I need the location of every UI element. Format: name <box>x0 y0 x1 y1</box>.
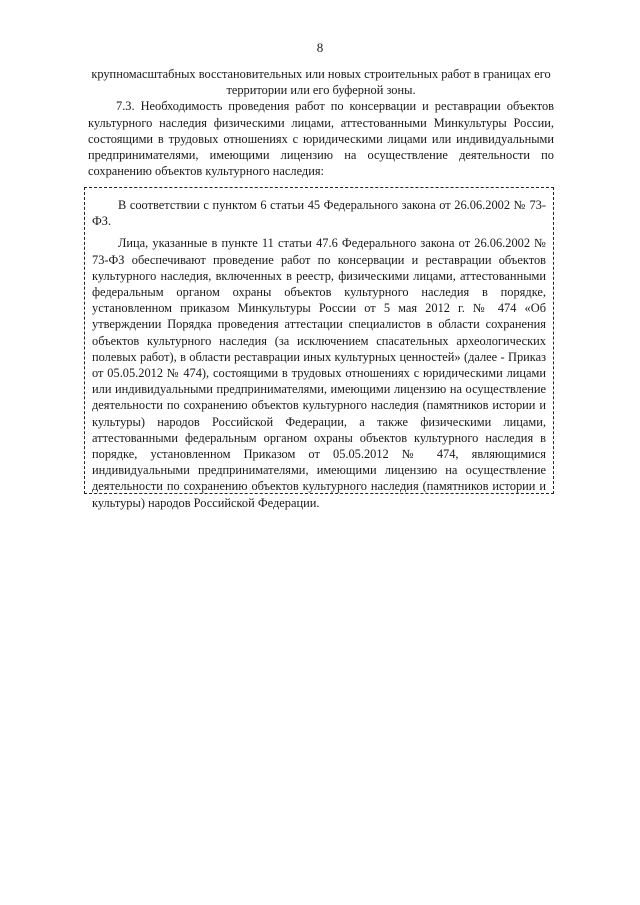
intro-section <box>88 66 554 179</box>
continuation-paragraph: крупномасштабных восстановительных или новых строительных работ в границах его территории или его буферной зоны. <box>91 67 551 98</box>
page-number: 8 <box>316 40 324 55</box>
box-paragraph-2: Лица, указанные в пункте 11 статьи 47.6 Федерального закона от 26.06.2002 № 73-ФЗ обеспечивают проведение работ по консервации и реставрации объектов культурного наследия, включенных в реестр, физическими лицами, аттестованными федеральным органом охраны объектов культурного наследия в порядке, установленном приказом Минкультуры России от 5 мая 2012 г. № 474 «Об утверждении Порядка проведения аттестации специалистов в области сохранения объектов культурного наследия (за исключением спасательных археологических полевых работ), в области реставрации иных культурных ценностей» (далее - Приказ от 05.05.2012 № 474), состоящими в трудовых отношениях с юридическими лицами или индивидуальными предпринимателями, имеющими лицензию на осуществление деятельности по сохранению объектов культурного наследия (памятников истории и культуры) народов Российской Федерации, а также физическими лицами, аттестованными федеральным органом охраны объектов культурного наследия в порядке, установленном Приказом от 05.05.2012 № 474, являющимися индивидуальными предпринимателями, имеющими лицензию на осуществление деятельности по сохранению объектов культурного наследия (памятников истории и культуры) народов Российской Федерации. <box>92 236 546 510</box>
answer-box <box>84 187 554 510</box>
clause-7-3-paragraph: 7.3. Необходимость проведения работ по консервации и реставрации объектов культурного наследия физическими лицами, аттестованными Минкультуры России, состоящими в трудовых отношениях с юридическими лицами или индивидуальными предпринимателями, имеющими лицензию на осуществление деятельности по сохранению объектов культурного наследия: <box>88 99 554 179</box>
box-paragraph-1: В соответствии с пунктом 6 статьи 45 Федерального закона от 26.06.2002 № 73-ФЗ. <box>92 198 546 229</box>
